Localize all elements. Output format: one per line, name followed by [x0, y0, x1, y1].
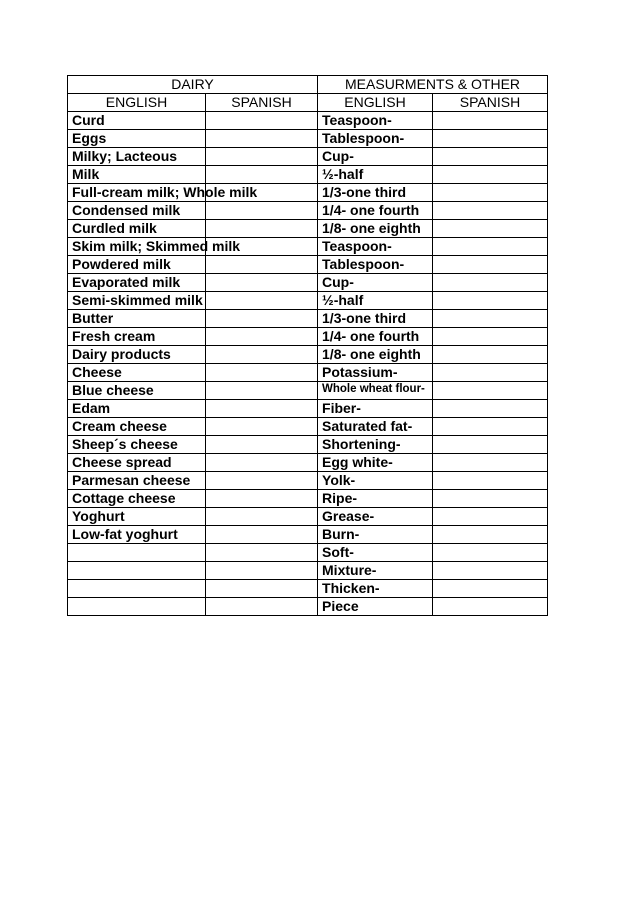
other-english-cell: Tablespoon- — [318, 130, 433, 148]
other-english-cell: Saturated fat- — [318, 418, 433, 436]
dairy-header: DAIRY — [68, 76, 318, 94]
other-spanish-cell — [433, 274, 548, 292]
dairy-spanish-cell — [206, 580, 318, 598]
table-row — [68, 364, 548, 382]
dairy-english-cell: Curd — [68, 112, 206, 130]
dairy-spanish-cell — [206, 598, 318, 616]
other-english-cell: Burn- — [318, 526, 433, 544]
other-spanish-cell — [433, 418, 548, 436]
other-english-cell: Cup- — [318, 148, 433, 166]
other-english-cell: Mixture- — [318, 562, 433, 580]
dairy-english-cell — [68, 544, 206, 562]
dairy-spanish-cell — [206, 400, 318, 418]
dairy-spanish-cell — [206, 490, 318, 508]
other-english-header: ENGLISH — [318, 94, 433, 112]
other-spanish-cell — [433, 130, 548, 148]
table-row — [68, 184, 548, 202]
dairy-spanish-cell — [206, 148, 318, 166]
dairy-english-cell: Low-fat yoghurt — [68, 526, 206, 544]
dairy-spanish-cell — [206, 202, 318, 220]
other-english-cell: 1/8- one eighth — [318, 220, 433, 238]
other-english-cell: 1/4- one fourth — [318, 328, 433, 346]
other-english-cell: Ripe- — [318, 490, 433, 508]
dairy-english-cell: Milk — [68, 166, 206, 184]
other-spanish-header: SPANISH — [433, 94, 548, 112]
dairy-english-cell: Cheese spread — [68, 454, 206, 472]
other-english-cell: 1/3-one third — [318, 184, 433, 202]
other-english-cell: Piece — [318, 598, 433, 616]
dairy-english-cell: Yoghurt — [68, 508, 206, 526]
dairy-english-cell: Milky; Lacteous — [68, 148, 206, 166]
dairy-spanish-cell — [206, 130, 318, 148]
table-row — [68, 148, 548, 166]
other-spanish-cell — [433, 580, 548, 598]
table-row — [68, 256, 548, 274]
table-row — [68, 562, 548, 580]
dairy-spanish-cell — [206, 220, 318, 238]
other-english-cell: 1/4- one fourth — [318, 202, 433, 220]
vocabulary-table — [67, 75, 548, 616]
other-english-cell: Cup- — [318, 274, 433, 292]
dairy-english-cell: Cream cheese — [68, 418, 206, 436]
other-spanish-cell — [433, 220, 548, 238]
table-row — [68, 508, 548, 526]
dairy-english-cell: Sheep´s cheese — [68, 436, 206, 454]
dairy-spanish-cell — [206, 454, 318, 472]
table-row — [68, 598, 548, 616]
table-row — [68, 112, 548, 130]
dairy-english-cell: Cottage cheese — [68, 490, 206, 508]
dairy-english-cell: Curdled milk — [68, 220, 206, 238]
table-row — [68, 472, 548, 490]
dairy-english-header: ENGLISH — [68, 94, 206, 112]
other-spanish-cell — [433, 346, 548, 364]
other-spanish-cell — [433, 148, 548, 166]
dairy-spanish-cell — [206, 256, 318, 274]
other-spanish-cell — [433, 598, 548, 616]
language-header-row — [68, 94, 548, 112]
dairy-english-cell — [68, 598, 206, 616]
dairy-spanish-cell — [206, 472, 318, 490]
measurements-header: MEASURMENTS & OTHER — [318, 76, 548, 94]
dairy-spanish-cell — [206, 436, 318, 454]
other-spanish-cell — [433, 256, 548, 274]
section-header-row — [68, 76, 548, 94]
table-row — [68, 436, 548, 454]
dairy-english-cell: Butter — [68, 310, 206, 328]
other-english-cell: Potassium- — [318, 364, 433, 382]
other-spanish-cell — [433, 328, 548, 346]
other-english-cell: Fiber- — [318, 400, 433, 418]
other-english-cell: Yolk- — [318, 472, 433, 490]
table-row — [68, 544, 548, 562]
table-row — [68, 274, 548, 292]
dairy-spanish-header: SPANISH — [206, 94, 318, 112]
dairy-english-cell: Dairy products — [68, 346, 206, 364]
dairy-english-cell: Semi-skimmed milk — [68, 292, 206, 310]
other-spanish-cell — [433, 382, 548, 400]
table-row — [68, 310, 548, 328]
other-english-cell: Tablespoon- — [318, 256, 433, 274]
dairy-spanish-cell — [206, 310, 318, 328]
dairy-english-cell: Cheese — [68, 364, 206, 382]
other-spanish-cell — [433, 238, 548, 256]
dairy-english-cell: Fresh cream — [68, 328, 206, 346]
table-row — [68, 220, 548, 238]
other-spanish-cell — [433, 202, 548, 220]
table-row — [68, 238, 548, 256]
dairy-spanish-cell — [206, 418, 318, 436]
other-english-cell: Grease- — [318, 508, 433, 526]
other-english-cell: Thicken- — [318, 580, 433, 598]
other-english-cell: Whole wheat flour- — [318, 382, 433, 400]
dairy-spanish-cell — [206, 382, 318, 400]
other-spanish-cell — [433, 526, 548, 544]
table-row — [68, 202, 548, 220]
table-row — [68, 418, 548, 436]
other-english-cell: Teaspoon- — [318, 238, 433, 256]
table-row — [68, 490, 548, 508]
table-row — [68, 292, 548, 310]
dairy-english-cell — [68, 562, 206, 580]
table-row — [68, 166, 548, 184]
dairy-english-cell: Edam — [68, 400, 206, 418]
dairy-english-cell: Full-cream milk; Whole milk — [68, 184, 206, 202]
other-spanish-cell — [433, 508, 548, 526]
table-row — [68, 580, 548, 598]
dairy-spanish-cell — [206, 166, 318, 184]
other-spanish-cell — [433, 562, 548, 580]
other-spanish-cell — [433, 436, 548, 454]
dairy-spanish-cell — [206, 346, 318, 364]
other-english-cell: Shortening- — [318, 436, 433, 454]
other-spanish-cell — [433, 166, 548, 184]
dairy-spanish-cell — [206, 526, 318, 544]
dairy-english-cell: Eggs — [68, 130, 206, 148]
other-english-cell: Egg white- — [318, 454, 433, 472]
dairy-spanish-cell — [206, 274, 318, 292]
other-english-cell: 1/3-one third — [318, 310, 433, 328]
dairy-spanish-cell — [206, 364, 318, 382]
table-row — [68, 346, 548, 364]
other-spanish-cell — [433, 310, 548, 328]
dairy-spanish-cell — [206, 508, 318, 526]
dairy-english-cell: Parmesan cheese — [68, 472, 206, 490]
dairy-english-cell: Evaporated milk — [68, 274, 206, 292]
table-row — [68, 400, 548, 418]
other-english-cell: ½-half — [318, 166, 433, 184]
other-spanish-cell — [433, 400, 548, 418]
other-spanish-cell — [433, 292, 548, 310]
other-english-cell: Teaspoon- — [318, 112, 433, 130]
other-spanish-cell — [433, 544, 548, 562]
dairy-spanish-cell — [206, 292, 318, 310]
table-row — [68, 526, 548, 544]
dairy-english-cell — [68, 580, 206, 598]
dairy-english-cell: Blue cheese — [68, 382, 206, 400]
other-spanish-cell — [433, 454, 548, 472]
other-spanish-cell — [433, 364, 548, 382]
dairy-spanish-cell — [206, 328, 318, 346]
dairy-spanish-cell — [206, 112, 318, 130]
table-row — [68, 382, 548, 400]
table-row — [68, 328, 548, 346]
other-spanish-cell — [433, 112, 548, 130]
other-spanish-cell — [433, 490, 548, 508]
dairy-english-cell: Powdered milk — [68, 256, 206, 274]
other-english-cell: ½-half — [318, 292, 433, 310]
table-row — [68, 130, 548, 148]
dairy-english-cell: Skim milk; Skimmed milk — [68, 238, 206, 256]
other-spanish-cell — [433, 184, 548, 202]
dairy-spanish-cell — [206, 544, 318, 562]
dairy-english-cell: Condensed milk — [68, 202, 206, 220]
table-row — [68, 454, 548, 472]
other-english-cell: Soft- — [318, 544, 433, 562]
other-spanish-cell — [433, 472, 548, 490]
dairy-spanish-cell — [206, 562, 318, 580]
other-english-cell: 1/8- one eighth — [318, 346, 433, 364]
